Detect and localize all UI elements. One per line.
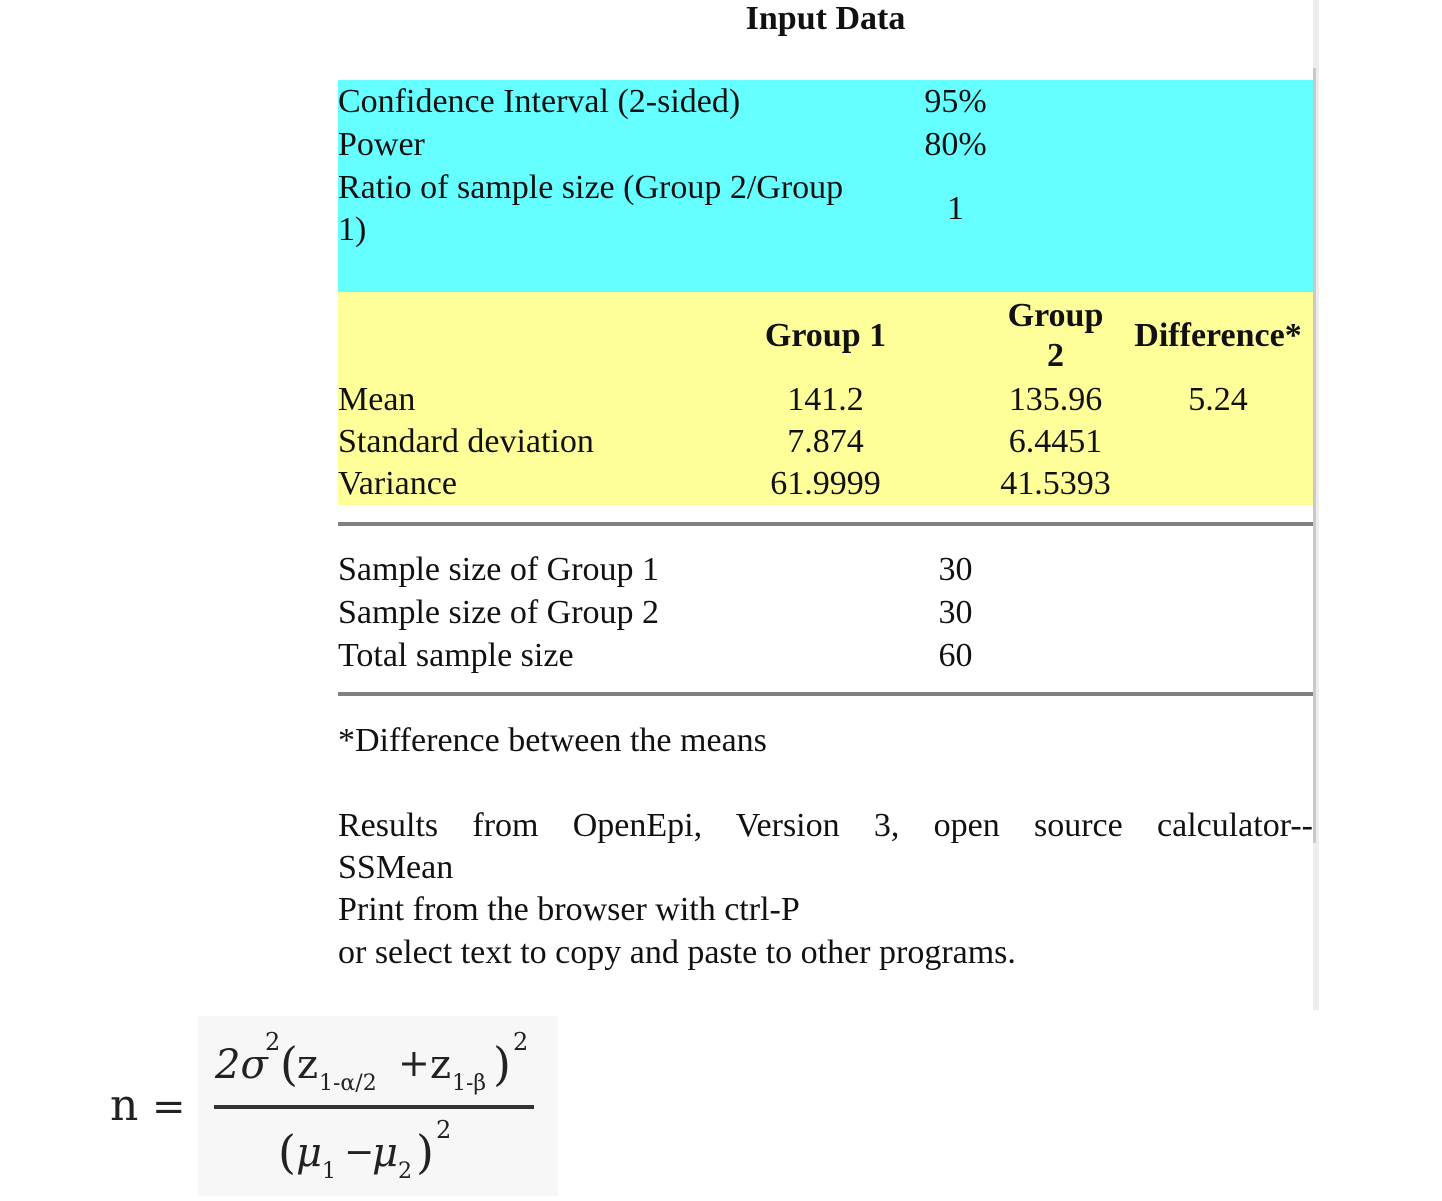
total-sample-size-label: Total sample size xyxy=(338,637,574,674)
ratio-value: 1 xyxy=(947,190,964,227)
col-header-group2-line1: Group xyxy=(1007,297,1104,334)
divider-bottom xyxy=(338,692,1313,696)
footnote: *Difference between the means xyxy=(338,722,767,759)
sample-size-formula xyxy=(110,1016,560,1196)
print-note: Print from the browser with ctrl-P xyxy=(338,891,800,928)
formula-paren-open: ( xyxy=(280,1037,298,1091)
formula-den-paren-open: ( xyxy=(278,1125,296,1179)
sample-size-group2-value: 30 xyxy=(938,594,973,631)
group-statistics-block xyxy=(338,292,1313,505)
page-title: Input Data xyxy=(745,0,906,37)
formula-plus: + xyxy=(398,1041,430,1085)
power-label: Power xyxy=(338,126,425,163)
confidence-interval-value: 95% xyxy=(924,83,987,120)
formula-num-square: 2 xyxy=(513,1028,529,1056)
formula-z2: z xyxy=(430,1042,452,1088)
sample-size-group1-value: 30 xyxy=(938,551,973,588)
mean-group2: 135.96 xyxy=(1008,381,1103,418)
formula-fraction-bar xyxy=(214,1105,534,1109)
col-header-group2-line2: 2 xyxy=(1047,337,1064,374)
formula-svg xyxy=(110,1016,560,1196)
formula-n: n xyxy=(110,1080,139,1131)
formula-z2-sub: 1-β xyxy=(452,1071,487,1096)
formula-z1-sub: 1-α/2 xyxy=(319,1071,377,1096)
results-note-line1: Results from OpenEpi, Version 3, open source calculator-- xyxy=(338,807,1313,844)
formula-sigma-square: 2 xyxy=(265,1028,281,1056)
variance-group1: 61.9999 xyxy=(770,465,881,502)
formula-mu1-sub: 1 xyxy=(322,1159,336,1184)
ratio-label-line1: Ratio of sample size (Group 2/Group xyxy=(338,169,844,206)
confidence-interval-label: Confidence Interval (2-sided) xyxy=(338,83,741,120)
formula-mu1: μ xyxy=(296,1130,322,1176)
formula-two-sigma: 2σ xyxy=(215,1042,268,1088)
divider-top xyxy=(338,522,1313,526)
variance-group2: 41.5393 xyxy=(1000,465,1111,502)
col-header-difference: Difference* xyxy=(1134,317,1302,354)
mean-group1: 141.2 xyxy=(787,381,864,418)
formula-den-paren-close: ) xyxy=(416,1125,434,1179)
formula-den-square: 2 xyxy=(436,1116,452,1144)
row-label-mean: Mean xyxy=(338,381,416,418)
row-label-variance: Variance xyxy=(338,465,457,502)
total-sample-size-value: 60 xyxy=(938,637,973,674)
formula-equals: = xyxy=(152,1084,186,1130)
copy-note: or select text to copy and paste to other programs. xyxy=(338,934,1016,971)
sample-size-group2-label: Sample size of Group 2 xyxy=(338,594,660,631)
formula-paren-close: ) xyxy=(493,1037,511,1091)
formula-mu2-sub: 2 xyxy=(398,1159,412,1184)
ratio-label-line2: 1) xyxy=(338,211,367,248)
sample-size-group1-label: Sample size of Group 1 xyxy=(338,551,660,588)
col-header-group1: Group 1 xyxy=(764,317,887,354)
scrollbar-track[interactable] xyxy=(1313,68,1316,843)
power-value: 80% xyxy=(924,126,987,163)
row-label-sd: Standard deviation xyxy=(338,423,594,460)
input-parameters-block xyxy=(338,80,1313,292)
sd-group1: 7.874 xyxy=(787,423,864,460)
formula-mu2: μ xyxy=(372,1130,398,1176)
results-note-line2: SSMean xyxy=(338,849,454,886)
formula-minus: − xyxy=(344,1132,375,1173)
mean-difference: 5.24 xyxy=(1188,381,1248,418)
sd-group2: 6.4451 xyxy=(1008,423,1103,460)
formula-z1: z xyxy=(297,1042,319,1088)
